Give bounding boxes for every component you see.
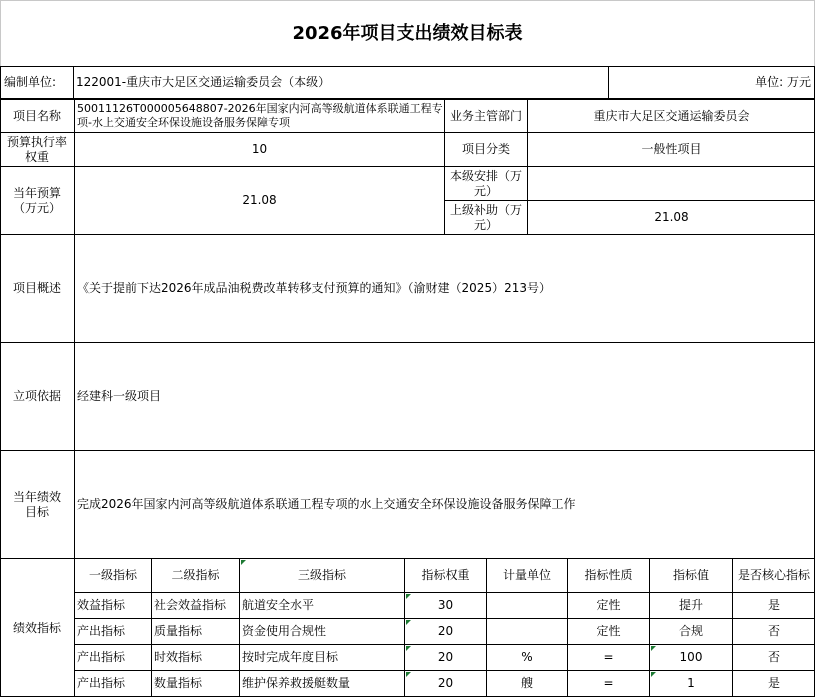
grid-line-v [404,558,405,697]
overview-value: 《关于提前下达2026年成品油税费改革转移支付预算的通知》（渝财建（2025）213号） [77,281,551,295]
indicator-level1: 效益指标 [77,598,126,612]
goal-label: 当年绩效目标 [12,489,61,519]
indicator-header-6: 指标性质 [584,568,633,582]
grid-line-h [74,644,815,645]
project-name-value: 50011126T000005648807-2026年国家内河高等级航道体系联通工程专项-水上交通安全环保设施设备服务保障专项 [77,102,443,129]
unit-value: 122001-重庆市大足区交通运输委员会（本级） [76,75,331,89]
grid-line-v [732,558,733,697]
local-label: 本级安排（万元） [449,168,522,198]
indicator-level3: 资金使用合规性 [242,624,327,638]
grid-line-v [239,558,240,697]
indicator-core: 否 [767,624,780,638]
local-value [528,167,815,200]
grid-line-v [73,66,74,99]
department-value: 重庆市大足区交通运输委员会 [593,108,750,123]
indicator-level2: 社会效益指标 [154,598,227,612]
cell-marker [406,620,411,625]
indicator-unit [487,593,567,618]
indicator-value: 1 [687,676,695,690]
indicator-level2: 时效指标 [154,650,203,664]
grid-line-v [74,99,75,697]
indicator-level2: 数量指标 [154,676,203,690]
indicator-label: 绩效指标 [12,620,61,635]
cell-marker [406,594,411,599]
basis-value: 经建科一级项目 [77,389,162,403]
grid-line-h [0,234,815,235]
grid-line-h [74,592,815,593]
grid-line-v [0,66,1,697]
indicator-level3: 按时完成年度目标 [242,650,339,664]
project-name-label: 项目名称 [12,108,61,123]
grid-line-v [649,558,650,697]
indicator-core: 是 [767,676,780,690]
indicator-level3: 航道安全水平 [242,598,315,612]
indicator-unit: 艘 [520,676,533,690]
unit-label: 编制单位: [4,75,57,89]
grid-line-v [444,99,445,235]
superior-value: 21.08 [654,210,689,224]
indicator-header-3: 三级指标 [297,568,346,582]
indicator-nature: = [603,650,614,664]
grid-line-v [486,558,487,697]
currency-label: 单位: 万元 [755,75,811,89]
indicator-header-2: 二级指标 [171,568,220,582]
cell-marker [651,672,656,677]
indicator-nature: 定性 [596,624,621,638]
indicator-unit: % [521,650,533,664]
budget-value: 21.08 [242,193,277,207]
indicator-weight: 20 [437,624,454,638]
grid-line-h [0,132,815,133]
grid-line-h [74,618,815,619]
grid-line-h [0,342,815,343]
grid-line-h [0,450,815,451]
grid-line-h [0,166,815,167]
indicator-value: 提升 [678,598,703,612]
indicator-weight: 20 [437,650,454,664]
cell-marker [651,646,656,651]
cell-marker [406,646,411,651]
indicator-level1: 产出指标 [77,624,126,638]
superior-label: 上级补助（万元） [449,202,522,232]
grid-line-h [445,200,815,201]
basis-label: 立项依据 [12,389,61,403]
indicator-value: 100 [679,650,703,664]
grid-line-v [151,558,152,697]
indicator-core: 否 [767,650,780,664]
grid-line-h [0,98,815,100]
goal-value: 完成2026年国家内河高等级航道体系联通工程专项的水上交通安全环保设施设备服务保障工作 [77,497,576,511]
grid-line-v [527,99,528,235]
department-label: 业务主管部门 [449,108,522,123]
execution-weight-label: 预算执行率权重 [6,134,67,164]
indicator-header-5: 计量单位 [502,568,551,582]
indicator-level1: 产出指标 [77,650,126,664]
indicator-header-7: 指标值 [672,568,709,582]
cell-marker [406,672,411,677]
overview-label: 项目概述 [12,281,61,295]
indicator-weight: 20 [437,676,454,690]
grid-line-h [0,558,815,559]
grid-line-h [74,670,815,671]
indicator-core: 是 [767,598,780,612]
indicator-weight: 30 [437,598,454,612]
grid-line-v [608,66,609,99]
category-value: 一般性项目 [641,142,702,156]
title-top-border [0,0,815,1]
indicator-nature: 定性 [596,598,621,612]
indicator-header-8: 是否核心指标 [737,568,810,582]
category-label: 项目分类 [461,142,510,156]
title-left-border [0,0,1,66]
indicator-header-4: 指标权重 [421,568,470,582]
execution-weight-value: 10 [251,142,268,156]
grid-line-v [567,558,568,697]
page-title: 2026年项目支出绩效目标表 [292,22,523,44]
indicator-level1: 产出指标 [77,676,126,690]
grid-line-h [0,66,815,67]
indicator-value: 合规 [678,624,703,638]
indicator-nature: = [603,676,614,690]
cell-marker [241,560,246,565]
budget-label: 当年预算（万元） [12,185,61,215]
indicator-unit [487,619,567,644]
indicator-level3: 维护保养救援艇数量 [242,676,351,690]
indicator-level2: 质量指标 [154,624,203,638]
indicator-header-1: 一级指标 [88,568,137,582]
